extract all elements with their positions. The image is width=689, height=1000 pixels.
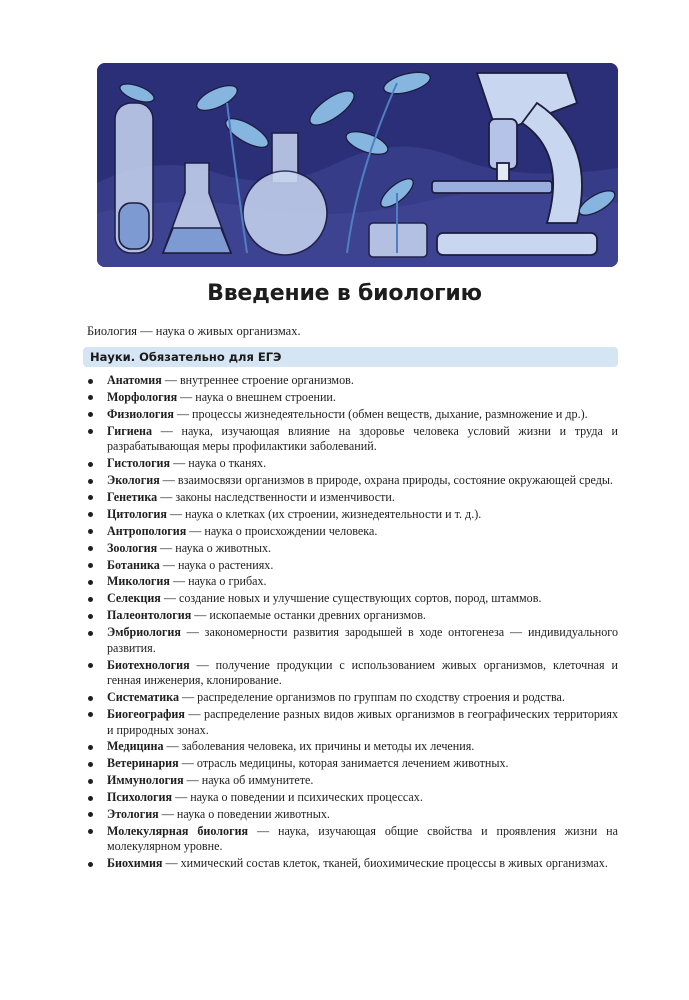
list-item [87,856,618,872]
lab-illustration [97,63,618,267]
term-definition: — наука, изучающая общие свойства и проявления жизни на молекулярном уровне. [107,823,619,854]
list-item [87,739,618,755]
term-definition: — внутреннее строение организмов. [161,373,354,387]
term-definition: — получение продукции с использованием живых организмов, клеточная и генная инженерия, клонирование. [107,657,618,688]
term-definition: — законы наследственности и изменчивости. [157,489,395,504]
term-definition: — создание новых и улучшение существующих сортов, пород, штаммов. [160,591,542,606]
list-item [87,473,618,489]
term-name: Морфология [107,389,178,404]
list-item [87,558,618,574]
term-definition: — наука о клетках (их строении, жизнедеятельности и т. д.). [166,506,482,521]
list-item [87,407,618,423]
list-item [87,524,618,540]
term-name: Физиология [107,406,174,421]
term-name: Эмбриология [107,625,181,640]
list-item [87,456,618,472]
term-definition: — распределение разных видов живых организмов в географических территориях и природных зонах. [107,706,618,737]
term-name: Систематика [107,690,180,705]
list-item [87,773,618,789]
list-item [87,424,618,455]
intro-text: Биология — наука о живых организмах. [87,324,301,338]
list-item [87,658,618,689]
term-definition: — распределение организмов по группам по сходству строения и родства. [179,690,565,705]
term-name: Психология [107,790,173,805]
term-name: Селекция [107,591,161,606]
term-definition: — ископаемые останки древних организмов. [191,608,426,623]
term-name: Биогеография [107,706,185,721]
term-definition: — наука о грибах. [169,574,267,589]
term-definition: — закономерности развития зародышей в ходе онтогенеза — индивидуального развития. [107,625,618,655]
flask-left [115,103,153,253]
list-item [87,490,618,506]
term-name: Биотехнология [107,657,190,672]
term-definition: — наука о тканях. [170,456,267,471]
list-item [87,390,618,406]
term-name: Анатомия [107,373,162,387]
term-name: Молекулярная биология [107,823,249,838]
term-name: Зоология [107,540,158,555]
term-definition: — наука о внешнем строении. [177,389,336,404]
term-name: Цитология [107,506,167,521]
list-item [87,790,618,806]
list-item [87,507,618,523]
term-name: Гигиена [107,423,153,438]
term-definition: — наука о поведении и психических процессах. [172,790,423,805]
page-title: Введение в биологию [207,281,482,306]
term-definition: — процессы жизнедеятельности (обмен веществ, дыхание, размножение и др.). [173,406,588,421]
list-item [87,690,618,706]
term-name: Гистология [107,456,171,471]
section-heading: Науки. Обязательно для ЕГЭ [83,347,618,367]
list-item [87,807,618,823]
term-name: Медицина [107,739,164,754]
term-definition: — химический состав клеток, тканей, биохимические процессы в живых организмах. [162,856,608,871]
term-definition: — наука об иммунитете. [183,773,314,788]
list-item [87,591,618,607]
term-name: Ботаника [107,557,160,572]
list-item [87,625,618,656]
term-definition: — наука, изучающая влияние на здоровье человека условий жизни и труда и разрабатывающая меры профилактики заболеваний. [107,423,618,454]
list-item [87,541,618,557]
term-name: Биохимия [107,856,163,871]
term-definition: — отрасль медицины, которая занимается лечением животных. [178,756,509,771]
term-name: Микология [107,574,170,589]
term-definition: — наука о растениях. [159,557,274,572]
list-item [87,373,618,389]
list-item [87,756,618,772]
term-name: Этология [107,806,159,821]
term-definition: — наука о животных. [157,540,272,555]
science-list [87,373,618,873]
term-name: Антропология [107,523,187,538]
list-item [87,608,618,624]
term-name: Палеонтология [107,608,192,623]
term-name: Ветеринария [107,756,179,771]
term-name: Иммунология [107,773,184,788]
list-item [87,707,618,738]
term-name: Генетика [107,489,158,504]
term-definition: — взаимосвязи организмов в природе, охрана природы, состояние окружающей среды. [159,473,614,488]
list-item [87,824,618,855]
header-illustration [97,63,618,267]
term-definition: — наука о поведении животных. [158,806,330,821]
term-definition: — заболевания человека, их причины и методы их лечения. [163,739,475,754]
list-item [87,574,618,590]
term-name: Экология [107,473,160,488]
term-definition: — наука о происхождении человека. [186,523,378,538]
